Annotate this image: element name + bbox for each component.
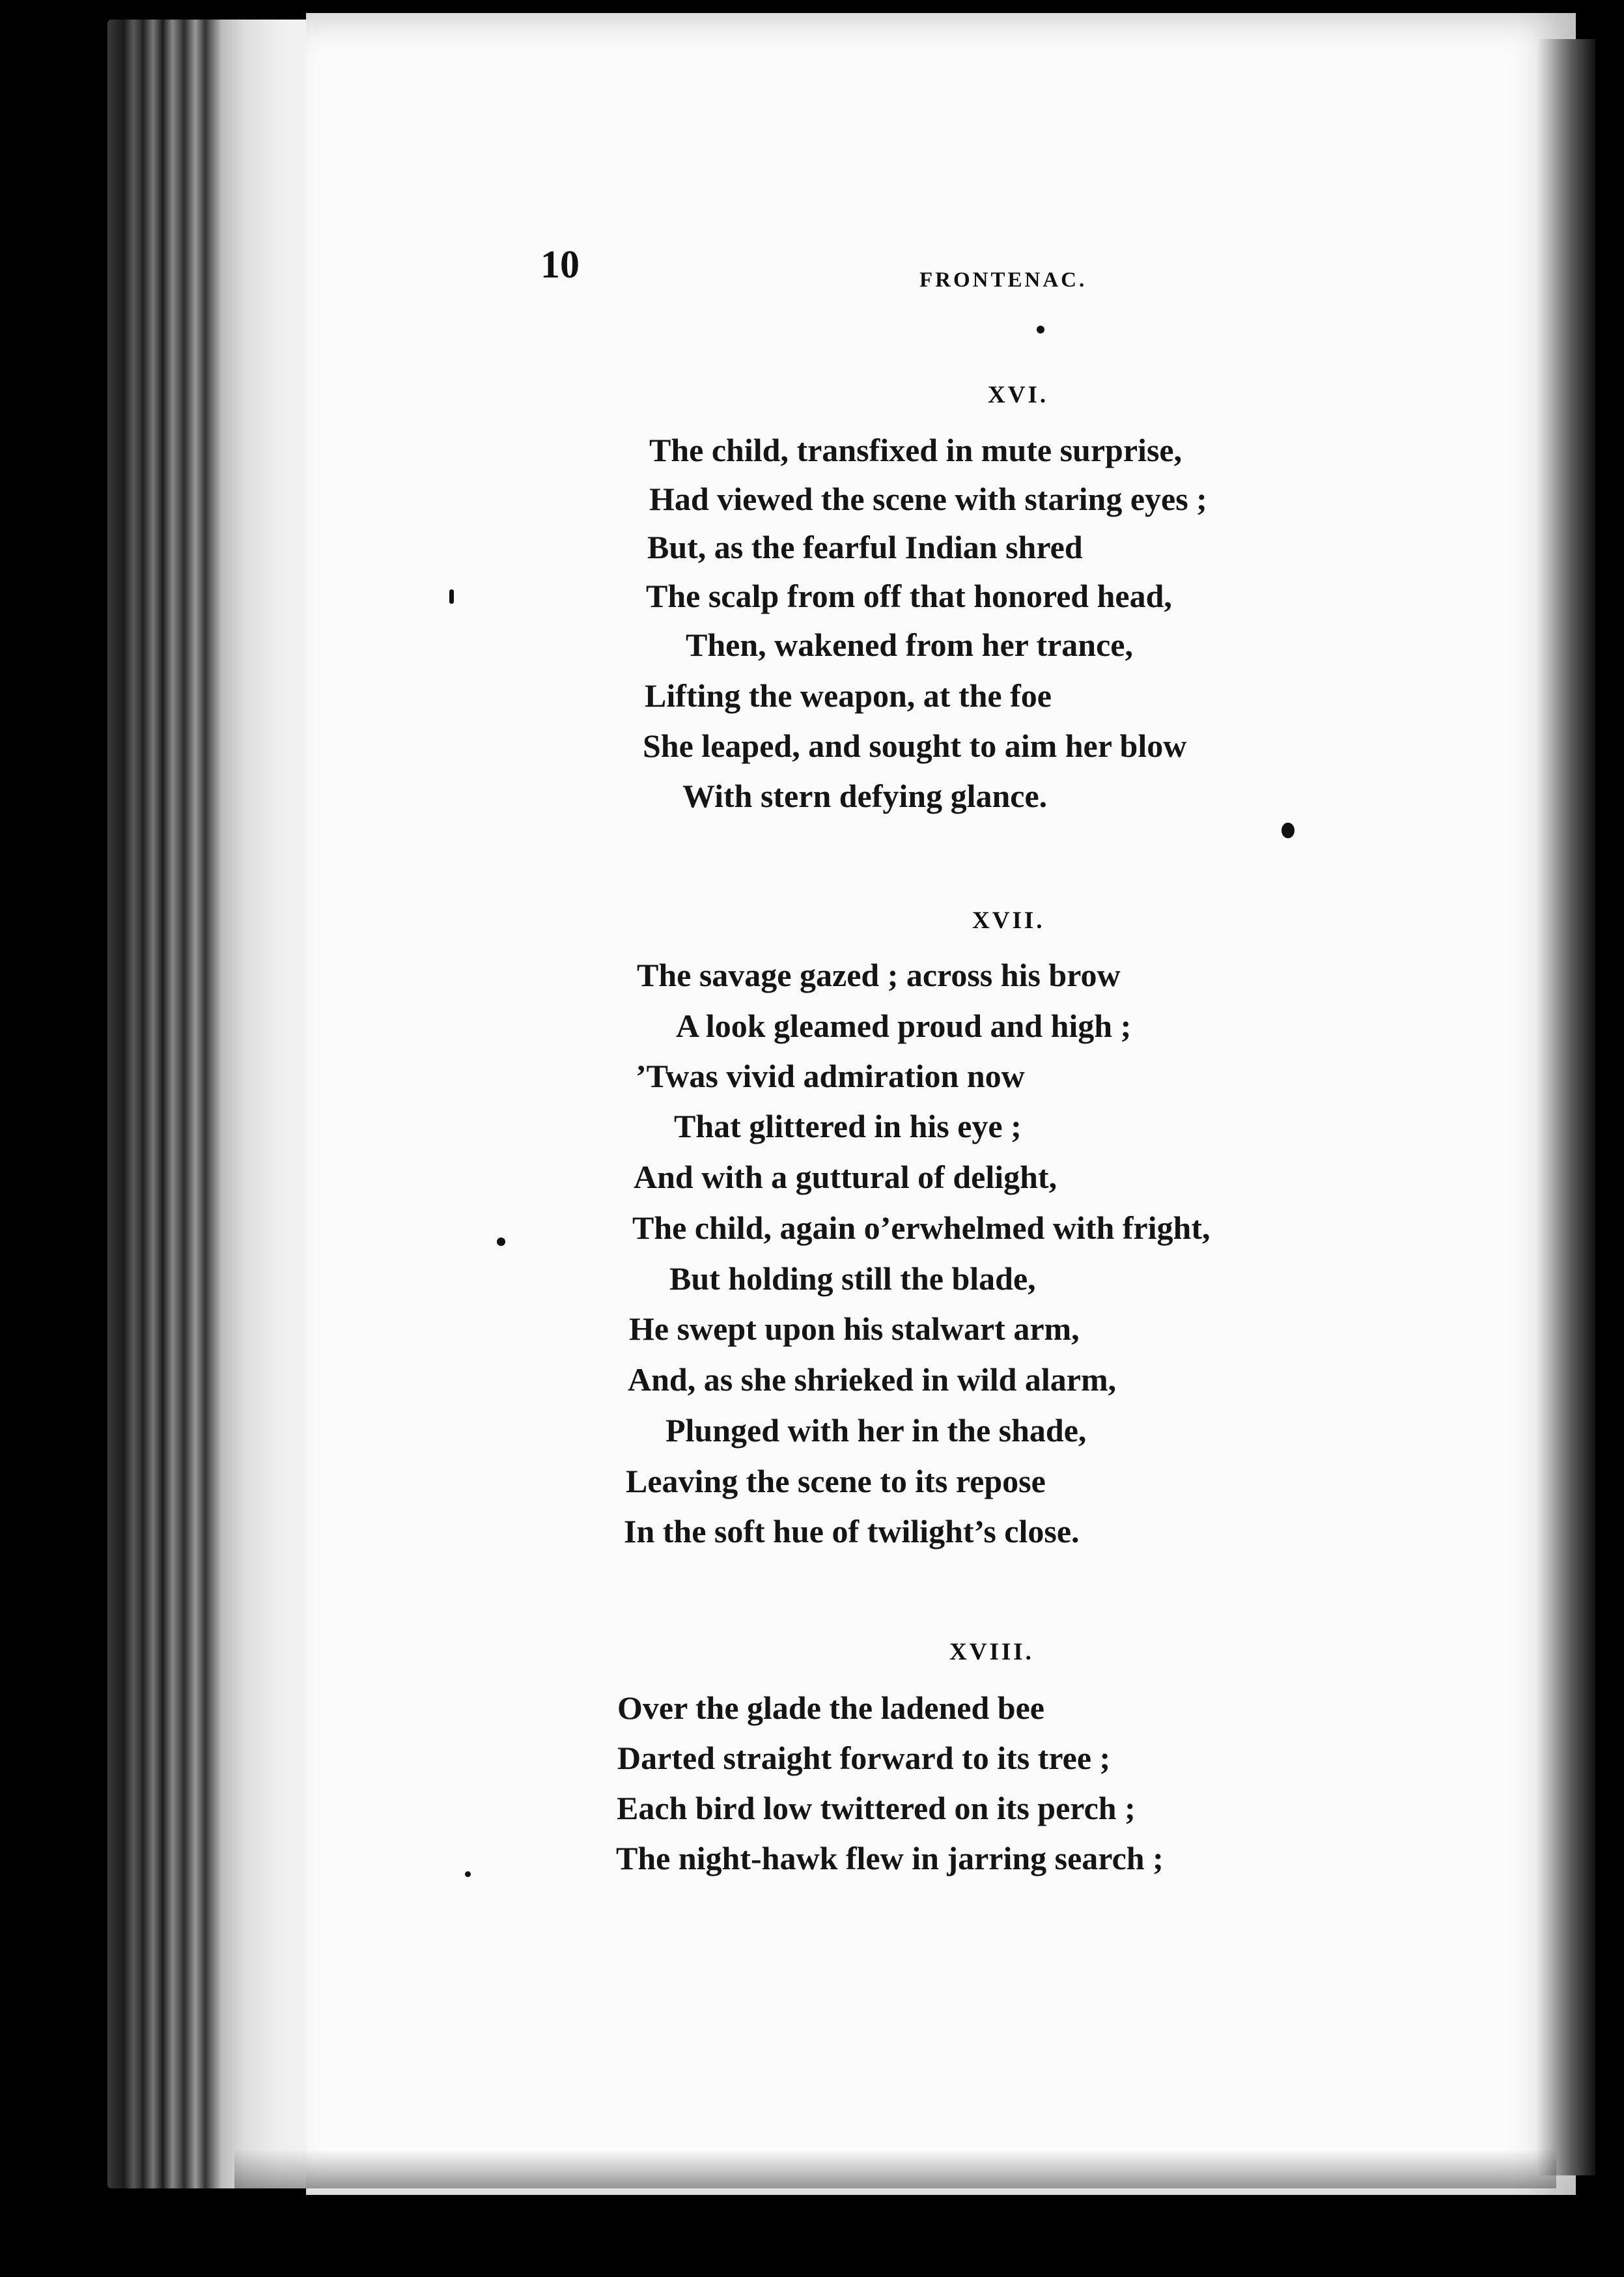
poem-line: The night-hawk flew in jarring search ;	[616, 1840, 1164, 1876]
scan-speck	[449, 589, 454, 604]
page-bottom-shadow	[234, 2149, 1556, 2188]
page-gutter-shadow	[1537, 39, 1595, 2175]
poem-line: ’Twas vivid admiration now	[636, 1058, 1025, 1094]
poem-line: Over the glade the ladened bee	[617, 1690, 1044, 1726]
poem-line: But holding still the blade,	[669, 1260, 1036, 1297]
poem-line: That glittered in his eye ;	[674, 1108, 1022, 1144]
poem-line: He swept upon his stalwart arm,	[629, 1310, 1080, 1347]
poem-line: She leaped, and sought to aim her blow	[643, 728, 1187, 764]
poem-line: Then, wakened from her trance,	[686, 627, 1133, 663]
stanza-number: XVII.	[972, 907, 1045, 934]
poem-line: Darted straight forward to its tree ;	[617, 1740, 1111, 1776]
poem-line: The savage gazed ; across his brow	[637, 957, 1121, 993]
poem-line: With stern defying glance.	[682, 778, 1048, 814]
book-page-edges	[107, 20, 322, 2188]
stanza-number: XVI.	[988, 382, 1049, 408]
ornament-dot	[1037, 326, 1044, 333]
poem-line: But, as the fearful Indian shred	[647, 529, 1083, 565]
stanza-number: XVIII.	[949, 1639, 1034, 1665]
scan-speck	[497, 1238, 505, 1246]
poem-line: Leaving the scene to its repose	[626, 1463, 1046, 1499]
poem-line: And, as she shrieked in wild alarm,	[628, 1361, 1117, 1398]
running-title: FRONTENAC.	[919, 268, 1087, 292]
poem-line: Lifting the weapon, at the foe	[645, 677, 1052, 714]
poem-line: And with a guttural of delight,	[634, 1159, 1057, 1195]
scan-speck	[1281, 823, 1295, 838]
poem-line: Plunged with her in the shade,	[665, 1412, 1087, 1449]
poem-line: The child, again o’erwhelmed with fright,	[632, 1209, 1211, 1246]
poem-line: Had viewed the scene with staring eyes ;	[649, 481, 1207, 517]
page-number: 10	[540, 243, 580, 286]
poem-line: Each bird low twittered on its perch ;	[617, 1790, 1136, 1826]
scan-speck	[465, 1871, 471, 1877]
poem-line: In the soft hue of twilight’s close.	[624, 1513, 1080, 1549]
poem-line: The scalp from off that honored head,	[646, 578, 1172, 614]
poem-line: The child, transfixed in mute surprise,	[649, 432, 1183, 468]
poem-line: A look gleamed proud and high ;	[676, 1008, 1132, 1044]
